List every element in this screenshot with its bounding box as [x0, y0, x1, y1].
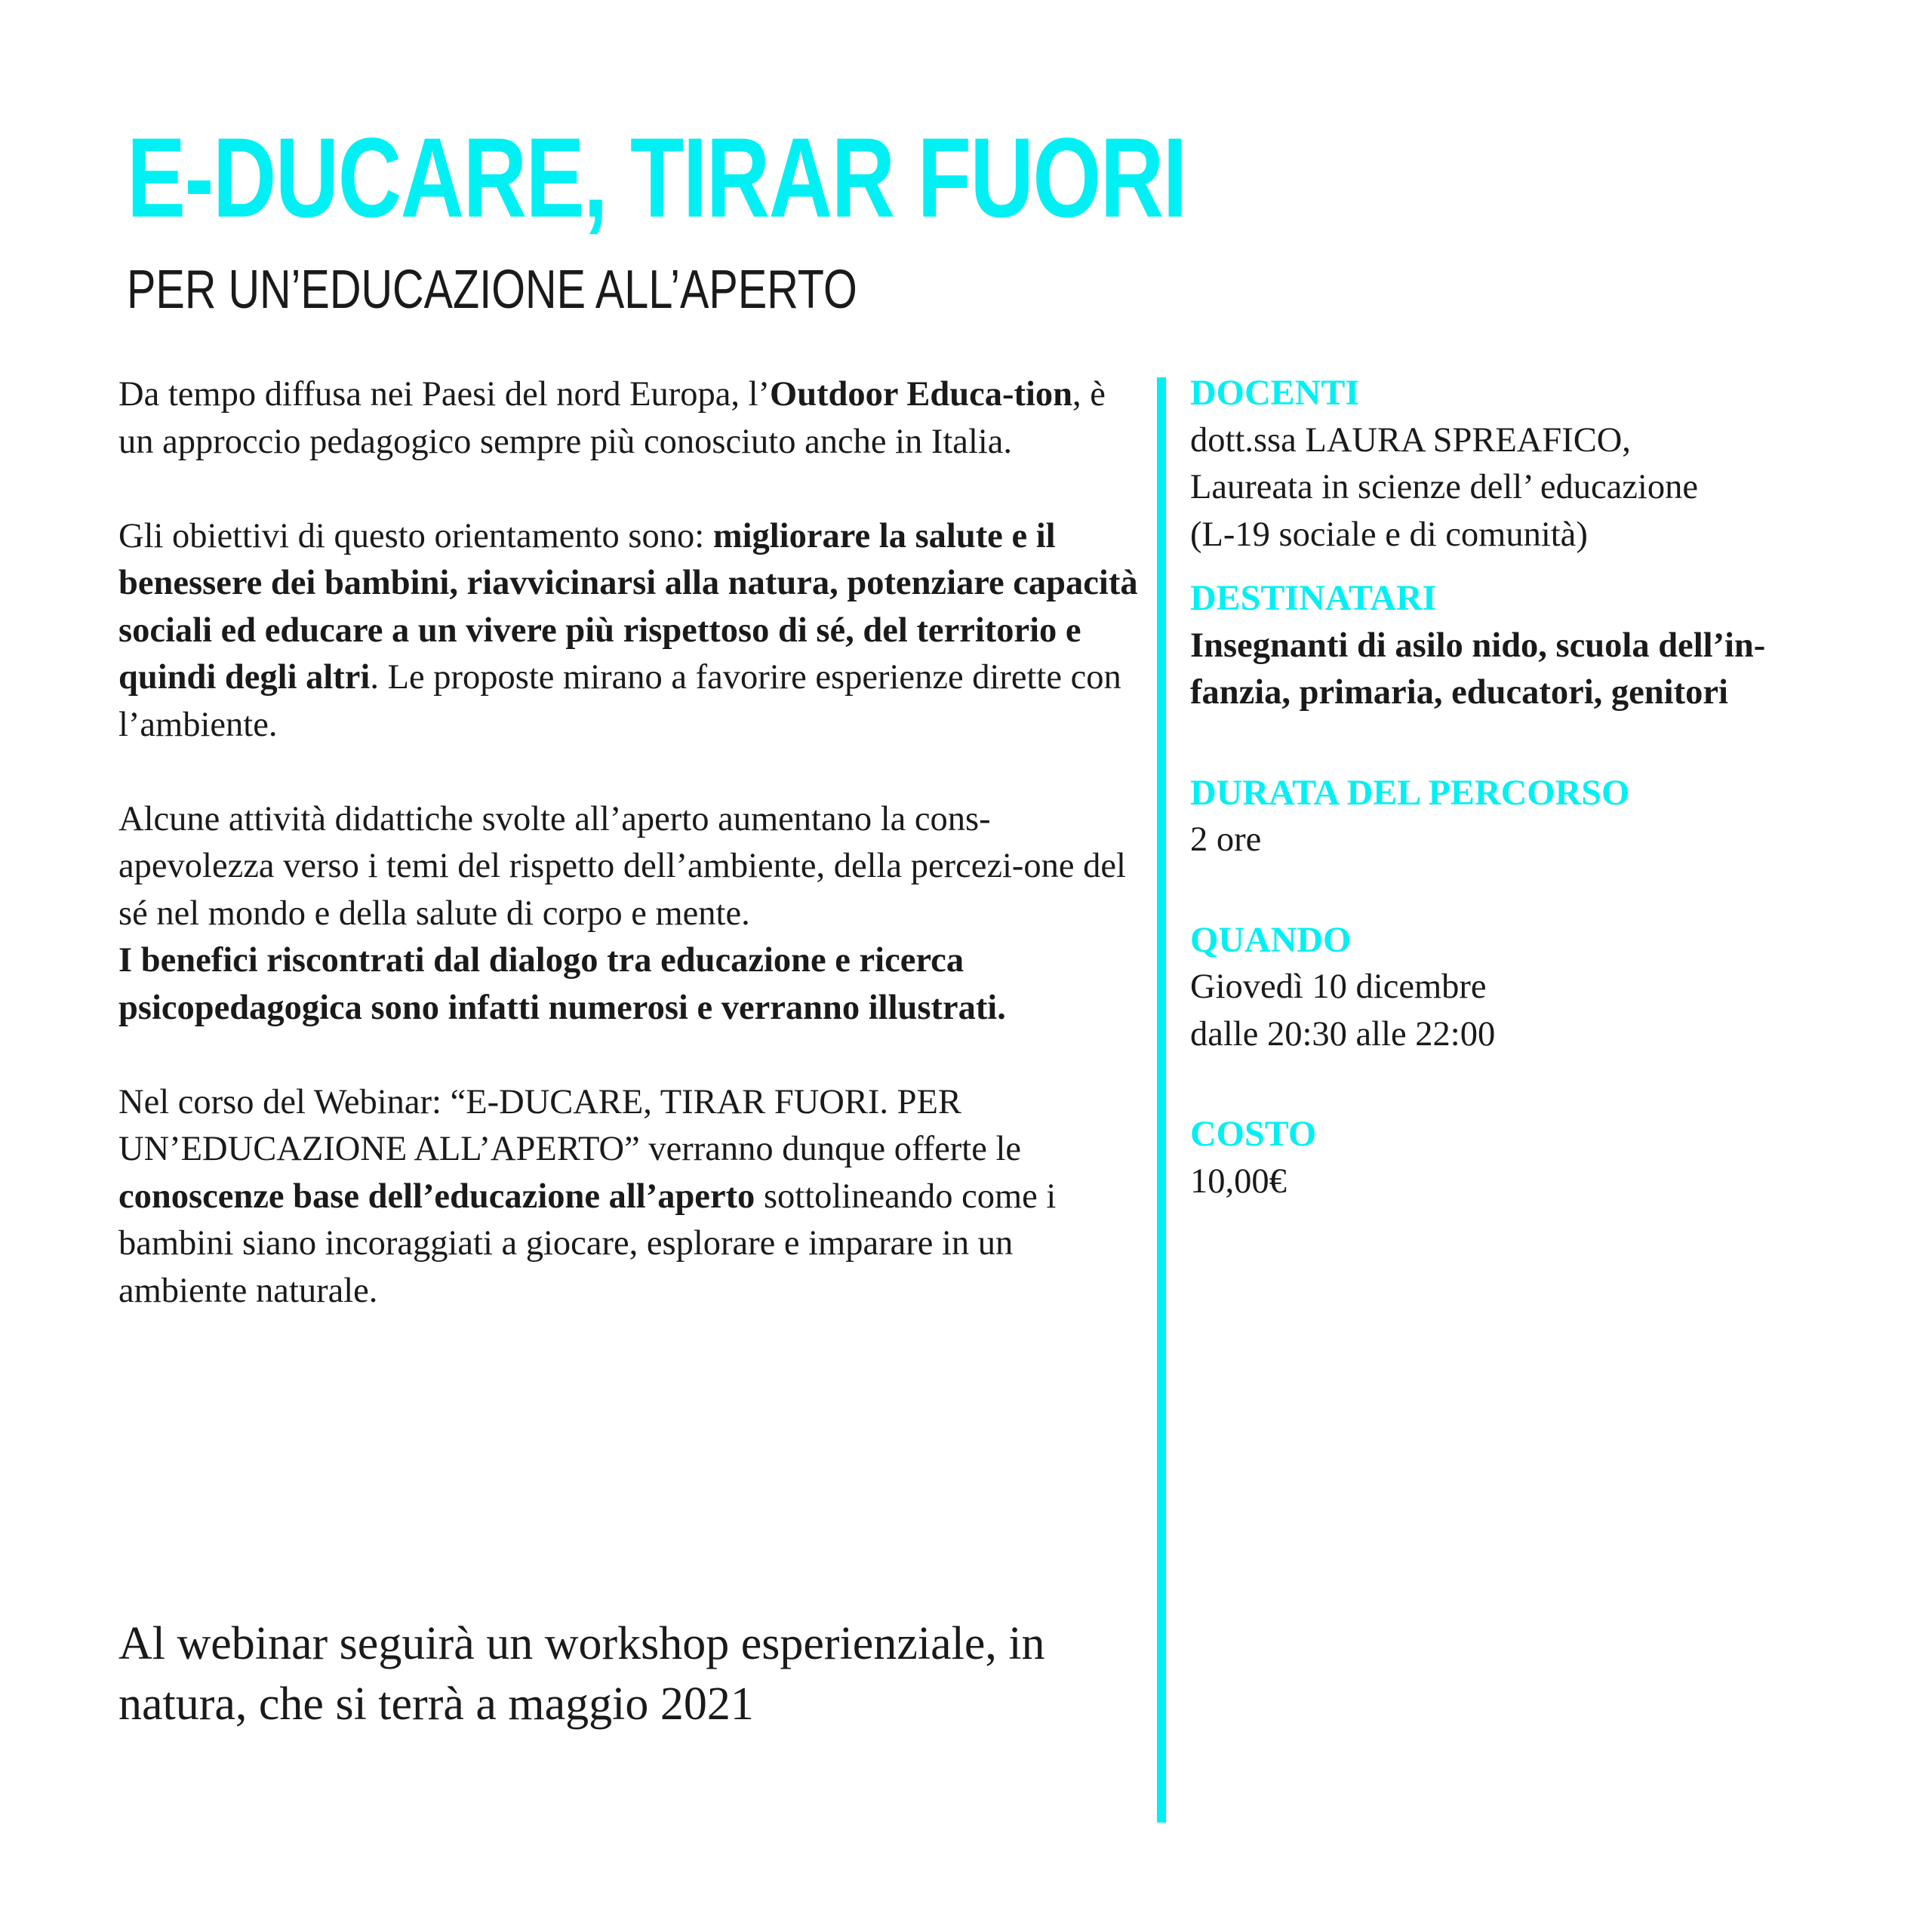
text-segment: Alcune attività didattiche svolte all’aperto aumentano la cons-apevolezza verso i temi del rispetto dell’ambiente, della percezi-one del sé nel mondo e della salute di corpo e mente.	[118, 799, 1126, 933]
bold-segment: Outdoor Educa-tion	[770, 375, 1072, 414]
vertical-divider	[1157, 377, 1166, 1823]
paragraph-intro	[118, 371, 1141, 466]
teacher-degree-class: (L-19 sociale e di comunità)	[1190, 515, 1588, 554]
section-label: COSTO	[1190, 1114, 1317, 1154]
section-durata	[1190, 770, 1915, 864]
event-date: Giovedì 10 dicembre	[1190, 968, 1487, 1006]
teacher-name: dott.ssa LAURA SPREAFICO,	[1190, 420, 1631, 460]
section-label: DESTINATARI	[1190, 578, 1437, 618]
section-label: DOCENTI	[1190, 373, 1360, 413]
bold-segment: migliorare la salute e il benessere dei bambini, riavvicinarsi alla natura, potenziare capacità sociali ed educare a un vivere più rispettoso di sé, del territorio e quindi degli altri	[118, 516, 1138, 697]
page-title: E-DUCARE, TIRAR FUORI	[127, 114, 1186, 241]
main-text-column	[118, 371, 1141, 1362]
section-destinatari	[1190, 575, 1915, 717]
section-docenti	[1190, 370, 1915, 558]
info-sidebar	[1190, 370, 1915, 1205]
section-label: DURATA DEL PERCORSO	[1190, 772, 1630, 813]
price-value: 10,00€	[1190, 1161, 1287, 1201]
page-subtitle: PER UN’EDUCAZIONE ALL’APERTO	[127, 260, 857, 320]
paragraph-activities	[118, 796, 1141, 1032]
teacher-degree: Laureata in scienze dell’ educazione	[1190, 468, 1698, 506]
event-time: dalle 20:30 alle 22:00	[1190, 1014, 1496, 1054]
text-segment: , è un approccio pedagogico sempre più conosciuto anche in Italia.	[118, 375, 1106, 461]
workshop-note: Al webinar seguirà un workshop esperienziale, in natura, che si terrà a maggio 2021	[118, 1618, 1045, 1730]
audience-line: Insegnanti di asilo nido, scuola dell’in-	[1190, 626, 1766, 665]
text-segment: sottolineando come i bambini siano incoraggiati a giocare, esplorare e imparare in un ambiente naturale.	[118, 1177, 1057, 1310]
bold-segment: conoscenze base dell’educazione all’aperto	[118, 1177, 755, 1216]
section-quando	[1190, 917, 1915, 1059]
paragraph-objectives	[118, 513, 1141, 749]
text-segment: Da tempo diffusa nei Paesi del nord Europa, l’	[118, 375, 771, 414]
audience-line: fanzia, primaria, educatori, genitori	[1190, 673, 1728, 712]
duration-value: 2 ore	[1190, 820, 1262, 859]
text-segment: Nel corso del Webinar: “E-DUCARE, TIRAR FUORI. PER UN’EDUCAZIONE ALL’APERTO” verranno dunque offerte le	[118, 1082, 1022, 1168]
text-segment: Gli obiettivi di questo orientamento sono:	[118, 516, 713, 555]
text-segment: . Le proposte mirano a favorire esperienze dirette con l’ambiente.	[118, 658, 1121, 744]
bold-segment: I benefici riscontrati dal dialogo tra educazione e ricerca psicopedagogica sono infatti numerosi e verranno illustrati.	[118, 941, 1006, 1027]
section-label: QUANDO	[1190, 919, 1352, 960]
paragraph-webinar	[118, 1079, 1141, 1315]
section-costo	[1190, 1111, 1915, 1205]
